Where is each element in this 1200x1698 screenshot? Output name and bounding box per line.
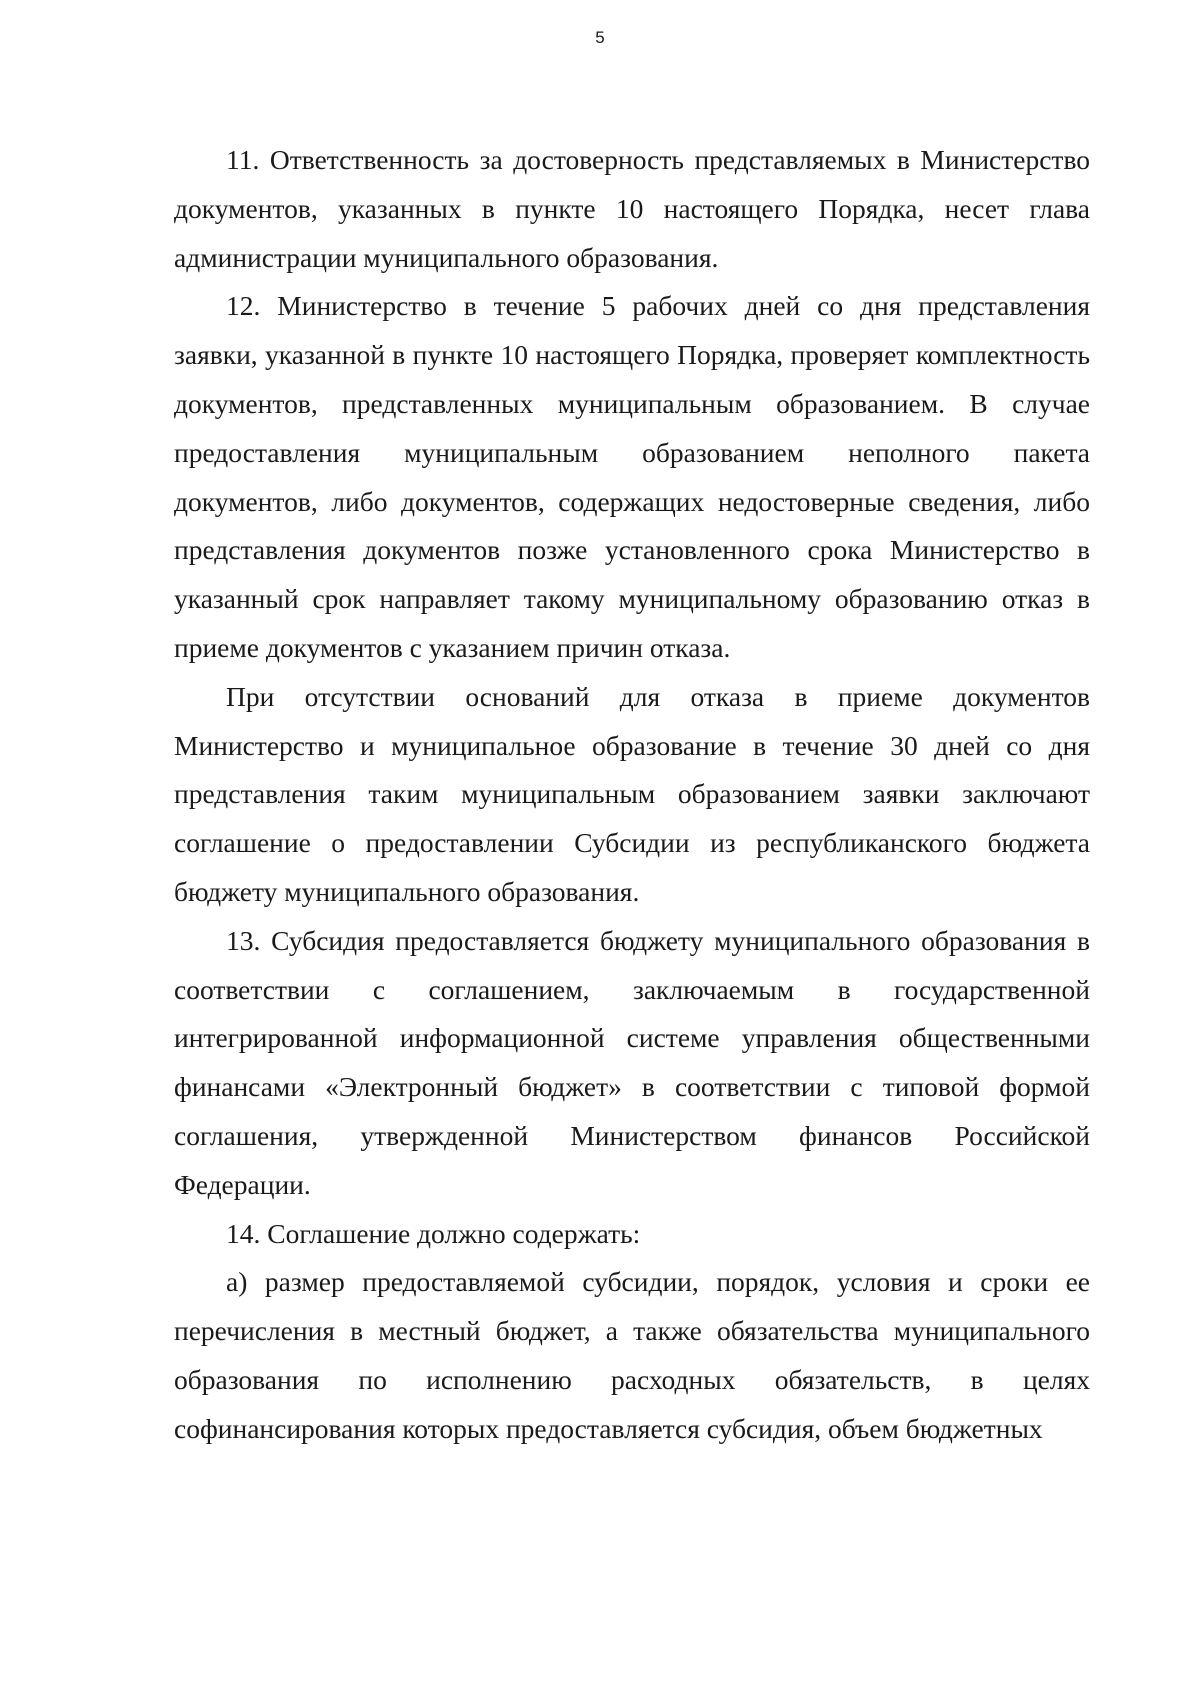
paragraph-12-document-check: 12. Министерство в течение 5 рабочих дней со дня представления заявки, указанной в пункте 10 настоящего Порядка, проверяет комплектность документов, представленных муниципальным образованием. В случае предоставления муниципальным образованием неполного пакета документов, либо документов, содержащих недостоверные сведения, либо представления документов позже установленного срока Министерство в указанный срок направляет такому муниципальному образованию отказ в приеме документов с указанием причин отказа. <box>174 290 1090 663</box>
document-body <box>174 136 1090 1454</box>
paragraph-11-responsibility: 11. Ответственность за достоверность представляемых в Министерство документов, указанных в пункте 10 настоящего Порядка, несет глава администрации муниципального образования. <box>174 144 1090 273</box>
paragraph-14-agreement-contents: 14. Соглашение должно содержать: <box>226 1217 641 1249</box>
paragraph-14a-subsidy-size: а) размер предоставляемой субсидии, порядок, условия и сроки ее перечисления в местный бюджет, а также обязательства муниципального образования по исполнению расходных обязательств, в целях софинансирования которых предоставляется субсидия, объем бюджетных <box>174 1266 1090 1444</box>
paragraph-12-agreement-conclusion: При отсутствии оснований для отказа в приеме документов Министерство и муниципальное образование в течение 30 дней со дня представления таким муниципальным образованием заявки заключают соглашение о предоставлении Субсидии из республиканского бюджета бюджету муниципального образования. <box>174 680 1090 907</box>
page-number: 5 <box>595 28 605 47</box>
paragraph-13-subsidy-provision: 13. Субсидия предоставляется бюджету муниципального образования в соответствии с соглашением, заключаемым в государственной интегрированной информационной системе управления общественными финансами «Электронный бюджет» в соответствии с типовой формой соглашения, утвержденной Министерством финансов Российской Федерации. <box>174 924 1090 1200</box>
